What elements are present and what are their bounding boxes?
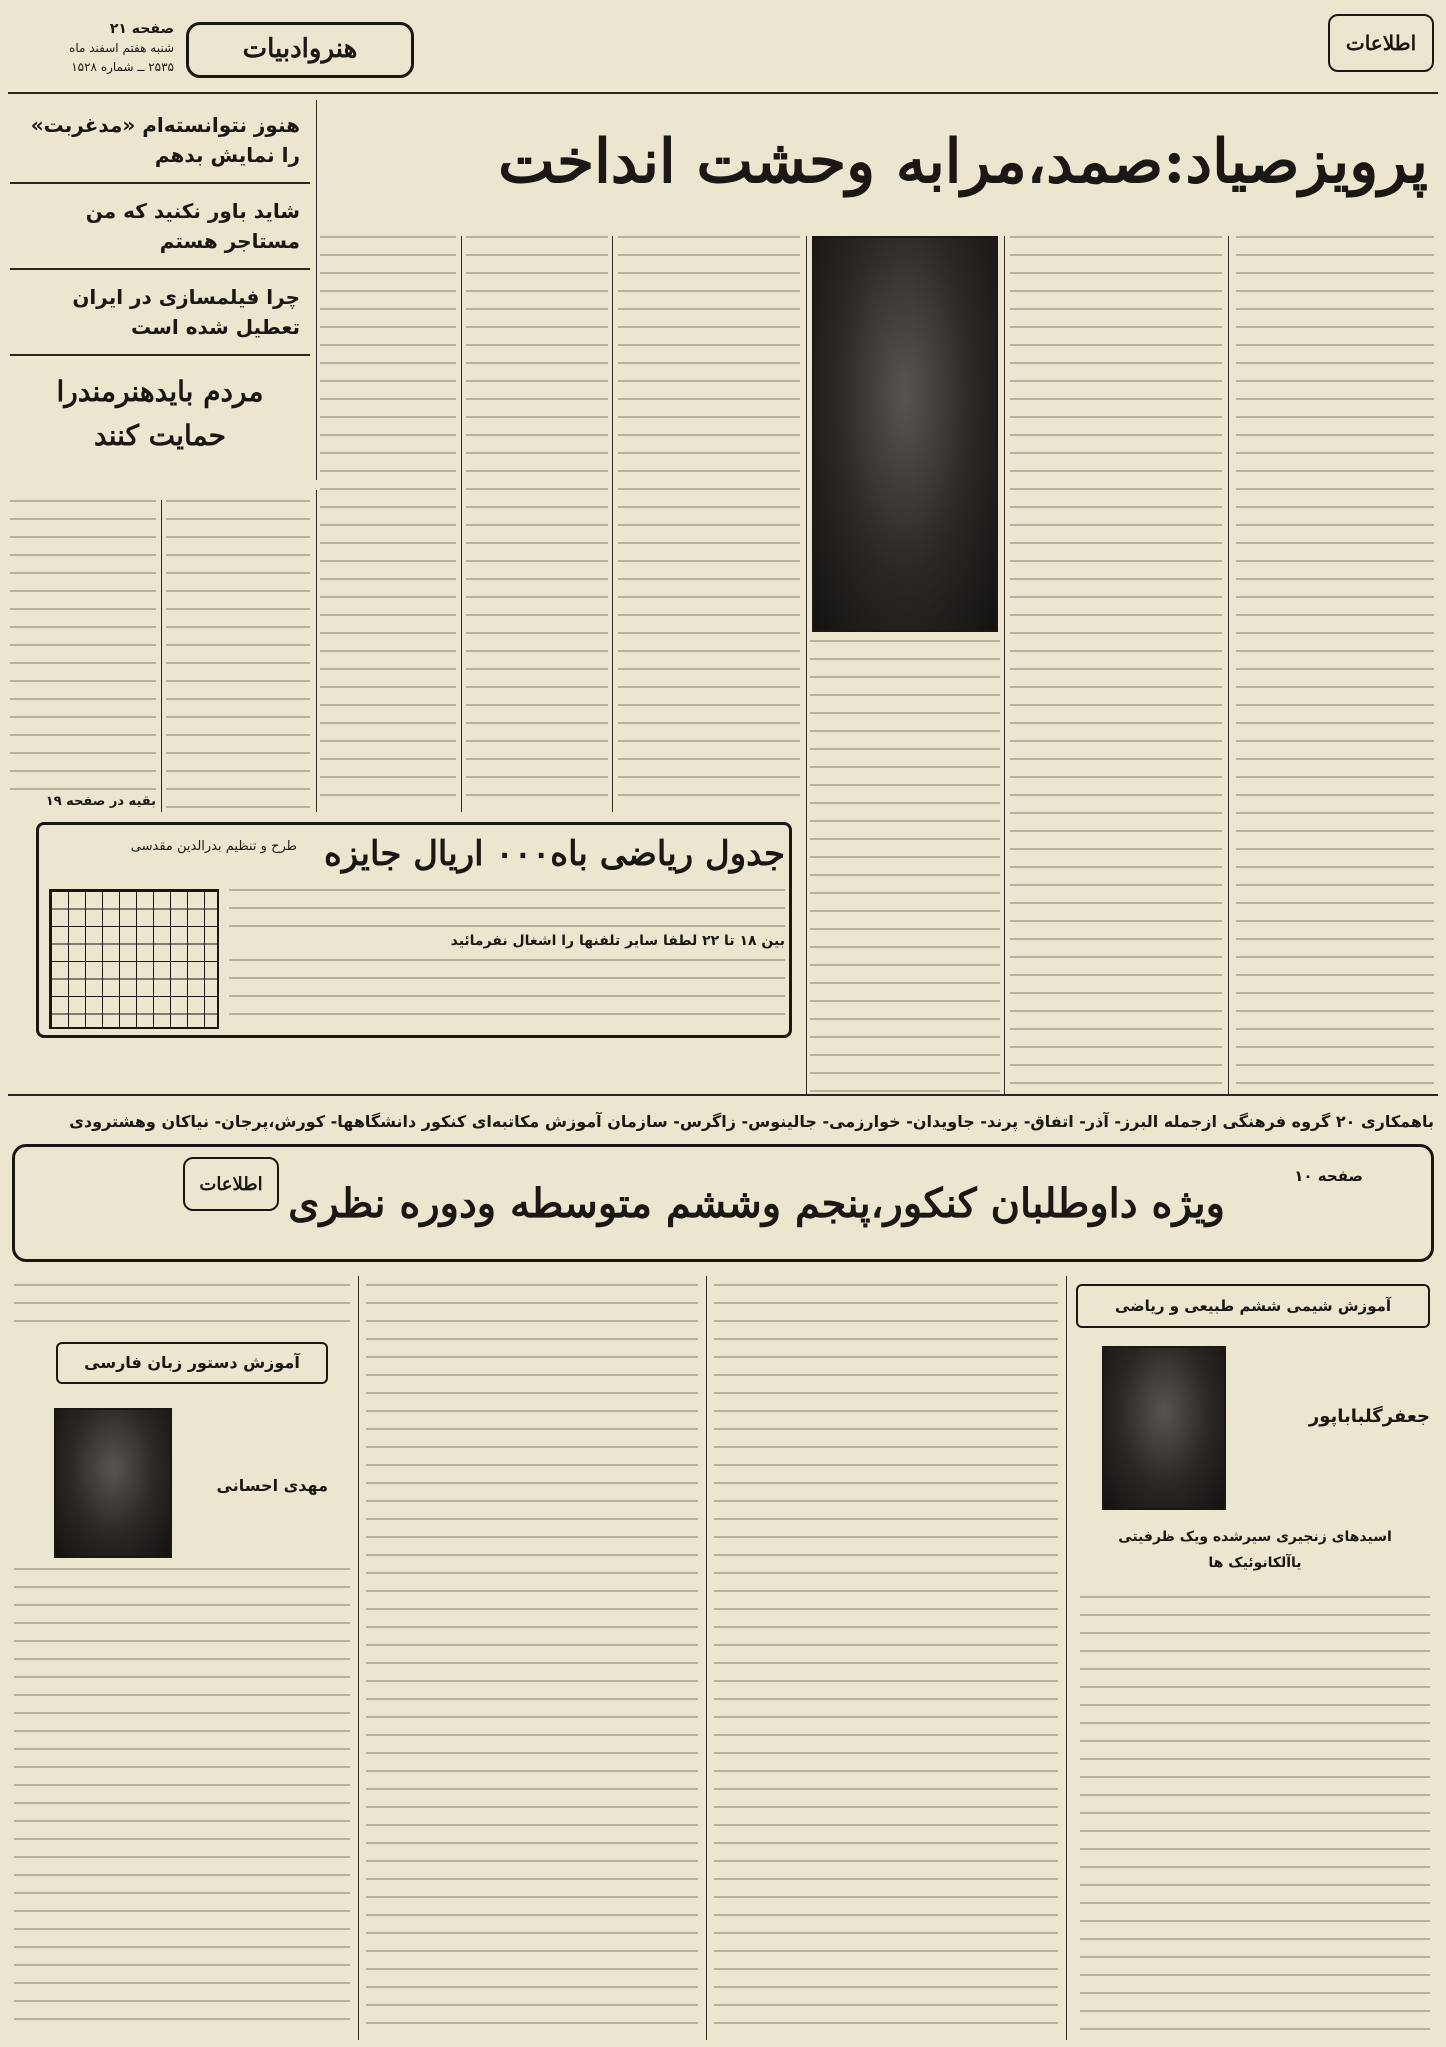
column-rule	[1004, 236, 1005, 1096]
puzzle-author: طرح و تنظیم بدرالدین مقدسی	[130, 839, 297, 854]
persian-author-name: مهدی احسانی	[216, 1476, 328, 1495]
article-column-6	[320, 236, 456, 812]
newspaper-logo	[1328, 14, 1434, 72]
article-column-2	[1010, 236, 1222, 1096]
article-column-7	[166, 500, 310, 812]
section-title-box	[186, 22, 414, 78]
contest-banner: باهمکاری ۲۰ گروه فرهنگی ازجمله البرز- آذر- اتفاق- پرند- جاویدان- خوارزمی- جالینوس- زاگرس- سازمان آموزش مکاتبه‌ای کنکور دانشگاهها- کورش،پرجان- نیاکان وهشترودی	[69, 1112, 1434, 1131]
chem-body	[1080, 1596, 1430, 2036]
chem-author-name: جعفرگلباباپور	[1308, 1406, 1430, 1427]
puzzle-clues	[229, 959, 785, 1031]
chem-section-title: آموزش شیمی ششم طبیعی و ریاضی	[1076, 1284, 1430, 1328]
supplement-logo-text: اطلاعات	[199, 1173, 263, 1195]
supplement-title: ویژه داوطلبان کنکور،پنجم وششم متوسطه ودوره نظری	[288, 1180, 1225, 1227]
page-divider	[8, 1094, 1438, 1096]
article-column-3	[810, 640, 1000, 1096]
column-rule	[612, 236, 613, 812]
column-rule	[358, 1276, 359, 2040]
column-rule	[1066, 1276, 1067, 2040]
quote-item: شاید باور نکنید که من مستاجر هستم	[10, 184, 310, 270]
persian-body	[14, 1568, 350, 2036]
article-column-5	[466, 236, 608, 812]
column-rule	[316, 100, 317, 480]
chem-subtitle: اسیدهای زنجیری سیرشده ویک ظرفیتی یاآلکانوئیک ها	[1118, 1529, 1392, 1571]
issue-info	[8, 20, 174, 80]
supplement-header	[12, 1144, 1434, 1262]
article-column-8	[10, 500, 156, 794]
issue-line: ۲۵۳۵ ــ شماره ۱۵۲۸	[71, 60, 174, 74]
column-rule	[806, 236, 807, 1096]
article-column-4	[618, 236, 800, 812]
chem-author-photo	[1102, 1346, 1226, 1510]
column-rule	[161, 500, 162, 812]
quote-item: هنوز نتوانسته‌ام «مدغربت» را نمایش بدهم	[10, 100, 310, 184]
date-line: شنبه هفتم اسفند ماه	[69, 41, 174, 55]
section-title: هنروادبیات	[242, 34, 358, 64]
supplement-logo	[183, 1157, 279, 1211]
puzzle-prize-line: بین ۱۸ تا ۲۲ لطفا سایر تلفنها را اشغال نفرمائید	[450, 933, 785, 949]
chem-problem-solutions	[366, 1284, 698, 2036]
puzzle-rules-text	[229, 889, 785, 929]
continuation-note: بقیه در صفحه ۱۹	[45, 794, 156, 809]
chem-worked-examples	[714, 1284, 1058, 2036]
main-headline: پرویزصیاد:صمد،مرابه وحشت انداخت	[498, 127, 1428, 197]
supplement-page-label: صفحه ۱۰	[1294, 1167, 1363, 1185]
column-rule	[316, 490, 317, 812]
puzzle-grid	[49, 889, 219, 1029]
quote-item: چرا فیلمسازی در ایران تعطیل شده است	[10, 270, 310, 356]
page-label: صفحه ۲۱	[109, 21, 174, 37]
math-puzzle-box	[36, 822, 792, 1038]
column-rule	[1228, 236, 1229, 1096]
column-rule	[706, 1276, 707, 2040]
interviewee-photo	[812, 236, 998, 632]
formula-notes	[14, 1284, 350, 1328]
masthead-rule	[8, 92, 1438, 94]
article-column-1	[1236, 236, 1434, 1096]
quote-item: مردم بایدهنرمندرا حمایت کنند	[56, 375, 264, 452]
column-rule	[461, 236, 462, 812]
logo-text: اطلاعات	[1345, 31, 1417, 55]
persian-author-photo	[54, 1408, 172, 1558]
puzzle-title: جدول ریاضی باه۰۰۰ اریال جایزه	[323, 834, 785, 874]
side-quotes-column	[10, 100, 310, 480]
persian-section-title: آموزش دستور زبان فارسی	[56, 1342, 328, 1384]
